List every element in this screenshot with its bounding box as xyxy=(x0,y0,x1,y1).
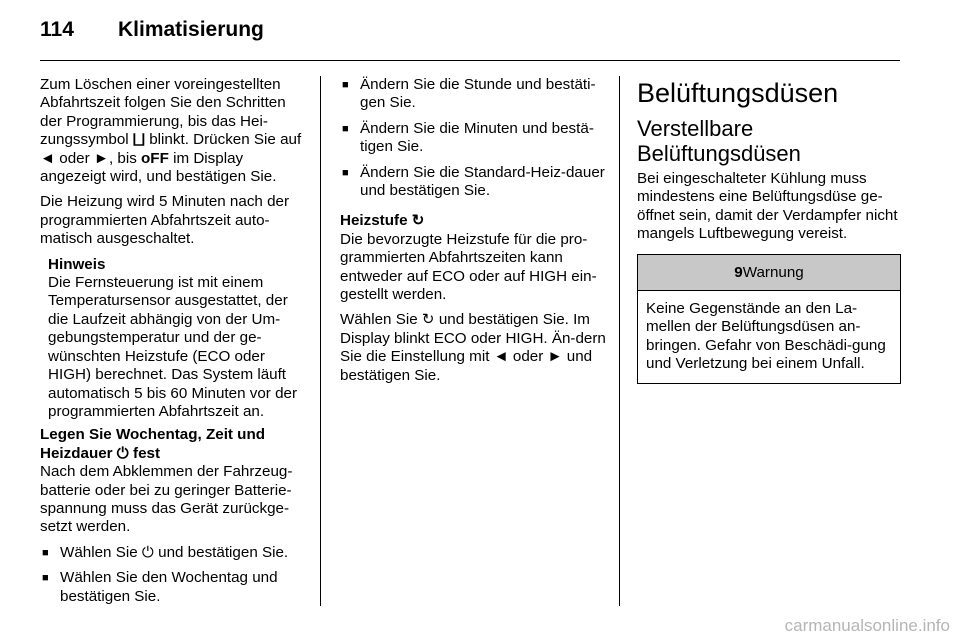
warning-icon: 9 xyxy=(734,263,743,281)
column-left xyxy=(40,76,306,613)
watermark: carmanualsonline.info xyxy=(784,616,950,635)
warning-body: Keine Gegenstände an den La-mellen der Belüftungsdüsen an-bringen. Gefahr von Beschädi-gung und Verletzung bei einem Unfall. xyxy=(646,300,886,373)
paragraph: Bei eingeschalteter Kühlung muss mindestens eine Belüftungsdüse ge-öffnet sein, damit der Verdampfer nicht mangels Luftbewegung vereist. xyxy=(637,170,898,243)
chapter-heading: Belüftungsdüsen xyxy=(637,78,839,108)
paragraph: Nach dem Abklemmen der Fahrzeug-batterie oder bei zu geringer Batterie-spannung muss das Gerät zurückge-setzt werden. xyxy=(40,463,293,536)
note-box xyxy=(40,256,306,422)
list-item: ■ Wählen Sie ⏻ und bestätigen Sie. xyxy=(40,544,306,562)
column-right xyxy=(637,76,901,384)
section-heading: Heizstufe ↻ xyxy=(340,212,425,230)
column-divider xyxy=(320,76,321,606)
arrow-right-icon: ► xyxy=(93,149,109,167)
arrow-left-icon: ◄ xyxy=(40,149,56,167)
paragraph: Die bevorzugte Heizstufe für die pro-grammierten Abfahrtszeiten kann entweder auf ECO oder auf HIGH ein-gestellt werden. xyxy=(340,230,597,304)
warning-title: Warnung xyxy=(742,263,804,281)
header-rule xyxy=(40,60,900,61)
bullet-list xyxy=(340,76,606,200)
heater-icon: ⨆ xyxy=(132,131,146,149)
column-middle xyxy=(340,76,606,392)
section-heading: Legen Sie Wochentag, Zeit und Heizdauer ⏻ fest xyxy=(40,426,266,462)
paragraph: Wählen Sie ↻ und bestätigen Sie. Im Display blinkt ECO oder HIGH. Än-dern Sie die Einstellung mit ◄ oder ► und bestätigen Sie. xyxy=(340,311,606,384)
sub-heading: Verstellbare Belüftungsdüsen xyxy=(637,116,801,166)
list-item: ■ Ändern Sie die Standard-Heiz-dauer und bestätigen Sie. xyxy=(340,164,606,201)
paragraph: Zum Löschen einer voreingestellten Abfahrtszeit folgen Sie den Schritten der Programmierung, bis das Hei-zungssymbol ⨆ blinkt. Drücken Sie auf ◄ oder ►, bis oFF im Display angezeigt wird, und bestätigen Sie. xyxy=(40,76,302,186)
warning-box xyxy=(637,254,901,384)
list-item: ■ Ändern Sie die Stunde und bestäti-gen Sie. xyxy=(340,76,606,113)
bullet-list xyxy=(40,544,306,606)
column-divider xyxy=(619,76,620,606)
paragraph: Die Heizung wird 5 Minuten nach der programmierten Abfahrtszeit auto-matisch ausgeschaltet. xyxy=(40,193,290,248)
warning-header xyxy=(638,255,900,291)
list-item: ■ Ändern Sie die Minuten und bestä-tigen Sie. xyxy=(340,120,606,157)
page-header xyxy=(40,18,264,42)
page-title: Klimatisierung xyxy=(118,18,264,41)
list-item: ■ Wählen Sie den Wochentag und bestätigen Sie. xyxy=(40,569,306,606)
page-number: 114 xyxy=(40,18,74,41)
note-body: Die Fernsteuerung ist mit einem Temperatursensor ausgestattet, der die Laufzeit abhängig von der Um-gebungstemperatur und der ge-wünschten Heizstufe (ECO oder HIGH) berechnet. Das System läuft automatisch 5 bis 60 Minuten vor der programmierten Abfahrtszeit an. xyxy=(48,274,298,420)
note-title: Hinweis xyxy=(48,255,106,273)
